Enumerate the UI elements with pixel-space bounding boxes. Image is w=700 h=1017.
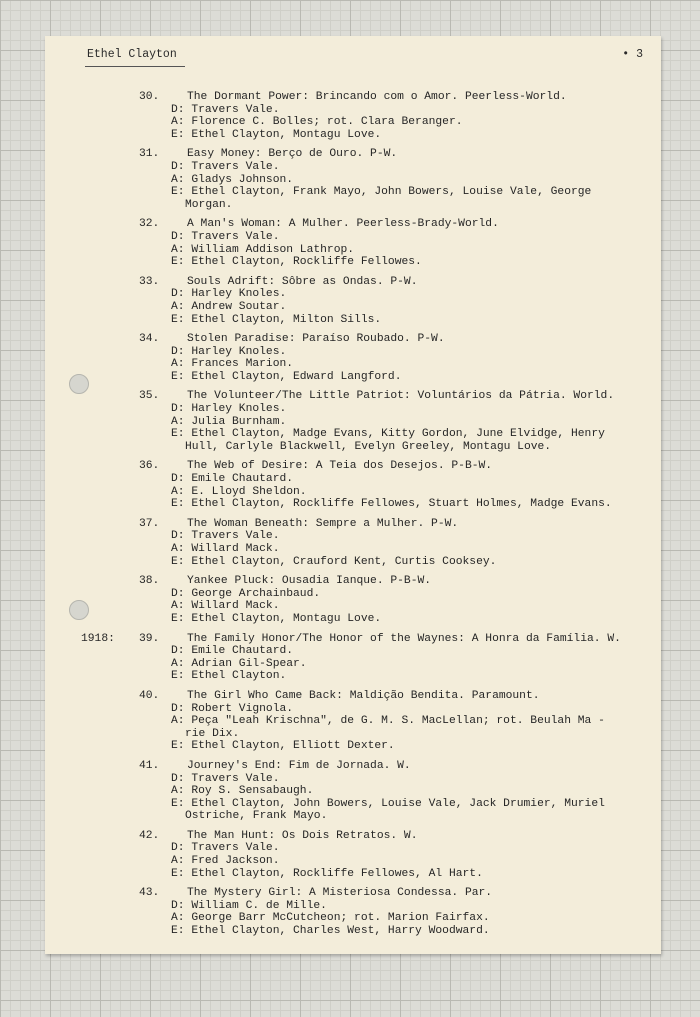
film-title-line (123, 333, 658, 346)
entry-number: 43. (139, 887, 160, 900)
film-entry (123, 218, 658, 268)
header-underline (85, 66, 185, 67)
credit-line: D: Travers Vale. (171, 530, 280, 543)
film-title: The Woman Beneath: Sempre a Mulher. P-W. (187, 517, 459, 530)
film-title-line (123, 460, 658, 473)
film-entry (123, 887, 658, 937)
page-number: • 3 (622, 48, 643, 61)
film-title: The Web of Desire: A Teia dos Desejos. P-B-W. (187, 460, 493, 473)
film-title: The Girl Who Came Back: Maldição Bendita. Paramount. (187, 689, 540, 702)
credit-line: A: William Addison Lathrop. (171, 243, 355, 256)
credit-line: D: Travers Vale. (171, 772, 280, 785)
credit-line: D: Emile Chautard. (171, 645, 294, 658)
film-title-line (123, 887, 658, 900)
film-title-line (123, 575, 658, 588)
credit-line: D: Robert Vignola. (171, 702, 294, 715)
film-entry (123, 390, 658, 453)
entry-number: 34. (139, 333, 160, 346)
credit-line: D: Emile Chautard. (171, 473, 294, 486)
punch-hole-lower (69, 600, 89, 620)
entry-number: 38. (139, 575, 160, 588)
credit-line: A: Frances Marion. (171, 358, 294, 371)
credit-line: E: Ethel Clayton, Rockliffe Fellowes. (171, 256, 422, 269)
film-title: A Man's Woman: A Mulher. Peerless-Brady-World. (187, 218, 499, 231)
entry-number: 39. (139, 632, 160, 645)
credit-line: A: Adrian Gil-Spear. (171, 657, 307, 670)
entry-number: 32. (139, 218, 160, 231)
credit-line: E: Ethel Clayton. (171, 670, 287, 683)
typed-page (45, 36, 661, 954)
film-entry (123, 518, 658, 568)
entry-number: 35. (139, 390, 160, 403)
film-entry (123, 690, 658, 753)
credit-line: A: Gladys Johnson. (171, 173, 294, 186)
film-entry (123, 333, 658, 383)
credit-line: E: Ethel Clayton, Madge Evans, Kitty Gordon, June Elvidge, Henry (171, 428, 605, 441)
entry-number: 31. (139, 148, 160, 161)
credit-line: A: Andrew Soutar. (171, 300, 287, 313)
film-title-line (123, 690, 658, 703)
credit-line: D: William C. de Mille. (171, 899, 327, 912)
film-title-line (123, 148, 658, 161)
credit-line: A: Julia Burnham. (171, 415, 287, 428)
film-title-line (123, 390, 658, 403)
film-title: Journey's End: Fim de Jornada. W. (187, 759, 411, 772)
credit-line-continued: Hull, Carlyle Blackwell, Evelyn Greeley, Montagu Love. (185, 440, 552, 453)
credit-line: A: Peça "Leah Krischna", de G. M. S. MacLellan; rot. Beulah Ma - (171, 715, 605, 728)
entry-number: 33. (139, 275, 160, 288)
film-title: Easy Money: Berço de Ouro. P-W. (187, 148, 398, 161)
film-title: The Man Hunt: Os Dois Retratos. W. (187, 829, 418, 842)
film-entry (81, 632, 658, 683)
credit-line: E: Ethel Clayton, Montagu Love. (171, 128, 382, 141)
credit-line: A: Florence C. Bolles; rot. Clara Beranger. (171, 116, 463, 129)
entry-number: 36. (139, 460, 160, 473)
film-title: Stolen Paradise: Paraíso Roubado. P-W. (187, 333, 445, 346)
credit-line: A: Willard Mack. (171, 543, 280, 555)
film-title: Souls Adrift: Sôbre as Ondas. P-W. (187, 275, 418, 288)
film-title-line (123, 91, 658, 104)
film-entry (123, 460, 658, 510)
credit-line: E: Ethel Clayton, Charles West, Harry Woodward. (171, 925, 490, 938)
credit-line: E: Ethel Clayton, John Bowers, Louise Vale, Jack Drumier, Muriel (171, 797, 605, 810)
film-entry (123, 276, 658, 326)
entry-number: 41. (139, 759, 160, 772)
credit-line: D: Harley Knoles. (171, 403, 287, 416)
credit-line-continued: Morgan. (185, 198, 233, 211)
header-name: Ethel Clayton (87, 48, 177, 61)
filmography-list (81, 91, 658, 945)
credit-line-continued: Ostriche, Frank Mayo. (185, 810, 328, 823)
film-title-line (123, 218, 658, 231)
credit-line: A: Willard Mack. (171, 600, 280, 613)
credit-line: A: Roy S. Sensabaugh. (171, 785, 314, 798)
credit-line: D: Travers Vale. (171, 230, 280, 243)
credit-line: D: George Archainbaud. (171, 587, 321, 600)
credit-line: A: E. Lloyd Sheldon. (171, 485, 307, 498)
credit-line: E: Ethel Clayton, Rockliffe Fellowes, Stuart Holmes, Madge Evans. (171, 498, 612, 511)
film-entry (123, 91, 658, 141)
film-entry (123, 148, 658, 211)
year-marker: 1918: (81, 632, 115, 645)
credit-line: E: Ethel Clayton, Montagu Love. (171, 612, 382, 625)
film-title-line (123, 276, 658, 289)
punch-hole-upper (69, 374, 89, 394)
film-title-line (123, 760, 658, 773)
film-title-line (123, 633, 658, 646)
credit-line: D: Travers Vale. (171, 103, 280, 116)
film-title: The Mystery Girl: A Misteriosa Condessa. Par. (187, 887, 493, 900)
credit-line: E: Ethel Clayton, Frank Mayo, John Bowers, Louise Vale, George (171, 186, 592, 199)
credit-line: D: Travers Vale. (171, 160, 280, 173)
credit-line: E: Ethel Clayton, Rockliffe Fellowes, Al Hart. (171, 867, 483, 880)
credit-line: A: Fred Jackson. (171, 855, 280, 868)
credit-line: D: Harley Knoles. (171, 345, 287, 358)
film-entry (123, 575, 658, 625)
film-title: The Family Honor/The Honor of the Waynes: A Honra da Família. W. (187, 632, 621, 645)
credit-line: D: Harley Knoles. (171, 288, 287, 301)
credit-line: A: George Barr McCutcheon; rot. Marion Fairfax. (171, 912, 490, 925)
film-title: Yankee Pluck: Ousadia Ianque. P-B-W. (187, 575, 432, 588)
film-title: The Dormant Power: Brincando com o Amor. Peerless-World. (187, 91, 567, 103)
film-title: The Volunteer/The Little Patriot: Voluntários da Pátria. World. (187, 390, 615, 403)
credit-line: E: Ethel Clayton, Milton Sills. (171, 313, 382, 326)
credit-line-continued: rie Dix. (185, 727, 240, 740)
film-title-line (123, 518, 658, 531)
entry-number: 42. (139, 829, 160, 842)
entry-number: 40. (139, 689, 160, 702)
entry-number: 30. (139, 91, 160, 103)
credit-line: D: Travers Vale. (171, 842, 280, 855)
film-entry (123, 830, 658, 880)
credit-line: E: Ethel Clayton, Crauford Kent, Curtis Cooksey. (171, 555, 497, 568)
film-entry (123, 760, 658, 823)
credit-line: E: Ethel Clayton, Edward Langford. (171, 370, 402, 383)
entry-number: 37. (139, 517, 160, 530)
credit-line: E: Ethel Clayton, Elliott Dexter. (171, 740, 395, 753)
film-title-line (123, 830, 658, 843)
